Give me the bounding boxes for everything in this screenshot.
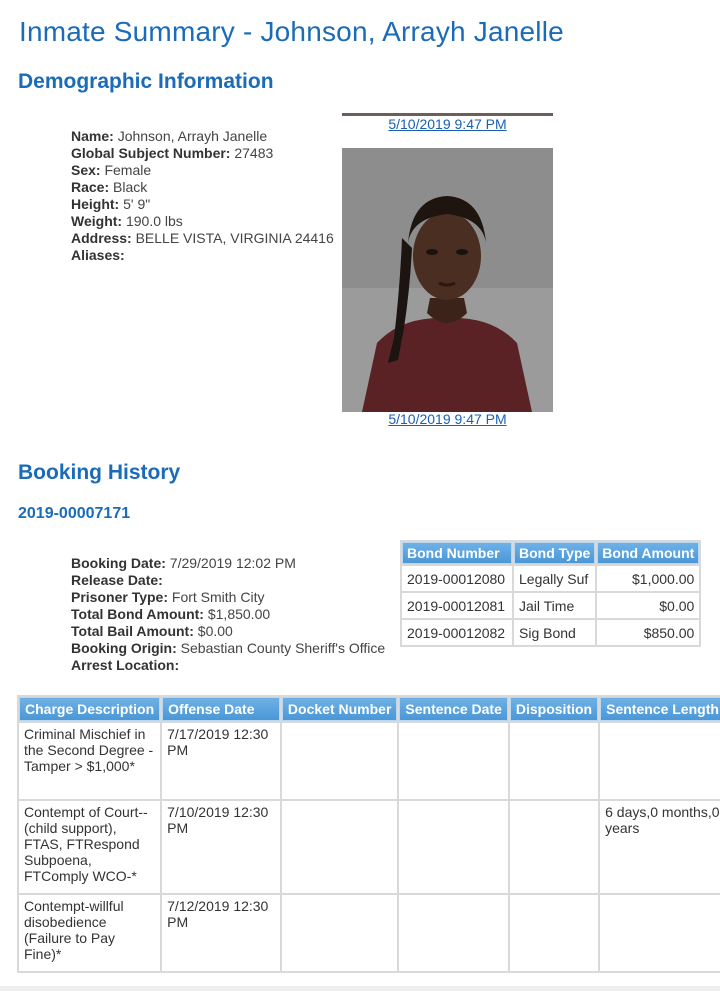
photo-top-date-link[interactable]: 5/10/2019 9:47 PM [388, 116, 507, 132]
offense-date-cell: 7/17/2019 12:30 PM [162, 723, 280, 799]
field-label: Arrest Location: [71, 657, 180, 673]
field-value: BELLE VISTA, VIRGINIA 24416 [135, 230, 334, 246]
sentence-date-cell [399, 895, 507, 971]
weight-row [71, 213, 334, 230]
field-value: 190.0 lbs [125, 213, 183, 229]
docket-number-cell [282, 723, 397, 799]
mugshot-image [342, 148, 553, 412]
mugshot-photo [342, 148, 553, 412]
bond-type-cell: Jail Time [514, 593, 595, 618]
page-bottom-divider [0, 986, 720, 991]
charge-description-cell: Contempt-willful disobedience (Failure to Pay Fine)* [19, 895, 160, 971]
arrest-location-row [71, 657, 385, 674]
field-value: $0.00 [197, 623, 233, 639]
field-value: 5' 9" [123, 196, 151, 212]
prisoner-type-row [71, 589, 385, 606]
field-label: Total Bond Amount: [71, 606, 204, 622]
sex-row [71, 162, 334, 179]
field-label: Total Bail Amount: [71, 623, 194, 639]
address-row [71, 230, 334, 247]
docket-number-cell [282, 895, 397, 971]
global-subject-number-row [71, 145, 334, 162]
docket-number-header: Docket Number [282, 697, 397, 721]
field-label: Global Subject Number: [71, 145, 231, 161]
table-row [19, 895, 720, 971]
bond-amount-cell: $1,000.00 [597, 566, 699, 591]
field-label: Name: [71, 128, 114, 144]
charge-table [17, 695, 720, 973]
charge-description-cell: Contempt of Court--(child support), FTAS, FTRespond Subpoena, FTComply WCO-* [19, 801, 160, 893]
race-row [71, 179, 334, 196]
disposition-header: Disposition [510, 697, 598, 721]
field-value: Sebastian County Sheriff's Office [180, 640, 386, 656]
charge-description-cell: Criminal Mischief in the Second Degree - Tamper > $1,000* [19, 723, 160, 799]
sentence-date-cell [399, 723, 507, 799]
disposition-cell [510, 801, 598, 893]
field-label: Booking Date: [71, 555, 166, 571]
field-value: $1,850.00 [207, 606, 271, 622]
field-label: Address: [71, 230, 132, 246]
disposition-cell [510, 723, 598, 799]
booking-history-heading: Booking History [18, 461, 181, 484]
booking-origin-row [71, 640, 385, 657]
bond-amount-cell: $0.00 [597, 593, 699, 618]
booking-number: 2019-00007171 [18, 505, 131, 522]
field-label: Race: [71, 179, 110, 195]
height-row [71, 196, 334, 213]
field-value: Johnson, Arrayh Janelle [117, 128, 268, 144]
charge-description-header: Charge Description [19, 697, 160, 721]
page-title: Inmate Summary - Johnson, Arrayh Janelle [19, 16, 564, 47]
field-value: Black [113, 179, 148, 195]
sentence-date-cell [399, 801, 507, 893]
field-value: Fort Smith City [171, 589, 265, 605]
offense-date-header: Offense Date [162, 697, 280, 721]
release-date-row [71, 572, 385, 589]
docket-number-cell [282, 801, 397, 893]
bond-type-cell: Legally Suf [514, 566, 595, 591]
field-label: Sex: [71, 162, 101, 178]
sentence-length-header: Sentence Length [600, 697, 720, 721]
sentence-length-cell [600, 723, 720, 799]
field-label: Aliases: [71, 247, 125, 263]
sentence-length-cell [600, 895, 720, 971]
disposition-cell [510, 895, 598, 971]
table-row [19, 801, 720, 893]
bond-amount-cell: $850.00 [597, 620, 699, 645]
field-label: Weight: [71, 213, 123, 229]
field-label: Prisoner Type: [71, 589, 168, 605]
offense-date-cell: 7/10/2019 12:30 PM [162, 801, 280, 893]
total-bail-amount-row [71, 623, 385, 640]
booking-info [71, 555, 385, 674]
bond-number-header: Bond Number [402, 542, 512, 564]
bond-type-cell: Sig Bond [514, 620, 595, 645]
bond-number-cell: 2019-00012081 [402, 593, 512, 618]
name-row [71, 128, 334, 145]
offense-date-cell: 7/12/2019 12:30 PM [162, 895, 280, 971]
demographic-heading: Demographic Information [18, 70, 274, 93]
bond-table [400, 540, 701, 647]
bond-type-header: Bond Type [514, 542, 595, 564]
field-value: 7/29/2019 12:02 PM [169, 555, 296, 571]
field-label: Booking Origin: [71, 640, 177, 656]
sentence-date-header: Sentence Date [399, 697, 507, 721]
booking-date-row [71, 555, 385, 572]
demographic-info [71, 128, 334, 264]
bond-table-header-row [402, 542, 699, 564]
photo-bottom-date-link[interactable]: 5/10/2019 9:47 PM [388, 411, 507, 427]
field-label: Release Date: [71, 572, 163, 588]
field-value: Female [104, 162, 152, 178]
table-row [402, 593, 699, 618]
bond-amount-header: Bond Amount [597, 542, 699, 564]
sentence-length-cell: 6 days,0 months,0 years [600, 801, 720, 893]
charge-table-header-row [19, 697, 720, 721]
total-bond-amount-row [71, 606, 385, 623]
field-label: Height: [71, 196, 120, 212]
aliases-row [71, 247, 334, 264]
bond-number-cell: 2019-00012080 [402, 566, 512, 591]
table-row [19, 723, 720, 799]
table-row [402, 620, 699, 645]
table-row [402, 566, 699, 591]
field-value: 27483 [234, 145, 274, 161]
bond-number-cell: 2019-00012082 [402, 620, 512, 645]
